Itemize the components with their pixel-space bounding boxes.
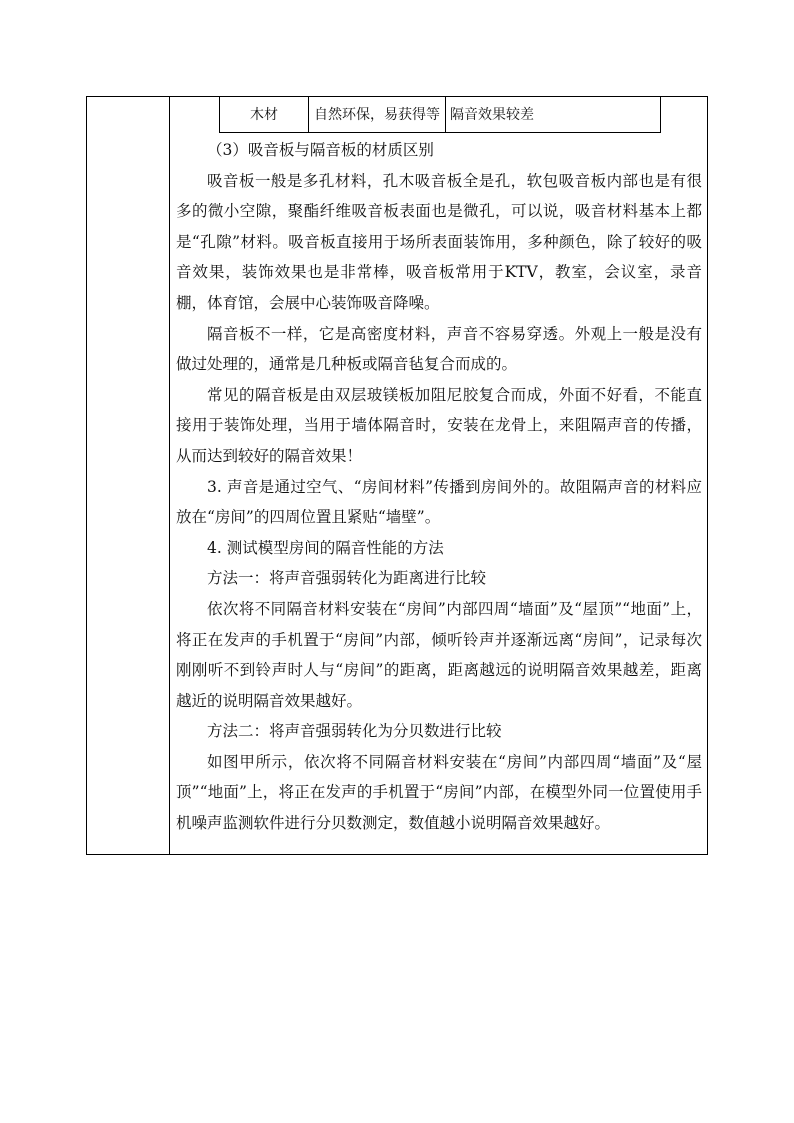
advantage-cell: 自然环保，易获得等 [309, 96, 446, 133]
disadvantage-cell: 隔音效果较差 [446, 96, 661, 133]
paragraph-common-insulation-panel: 常见的隔音板是由双层玻镁板加阻尼胶复合而成，外面不好看，不能直接用于装饰处理，当用于墙体隔音时，安装在龙骨上，来阻隔声音的传播，从而达到较好的隔音效果！ [176, 385, 702, 465]
material-comparison-table [219, 96, 661, 133]
material-cell: 木材 [220, 96, 309, 133]
paragraph-point-4: 4. 测试模型房间的隔音性能的方法 [207, 538, 444, 557]
method-two-title: 方法二：将声音强弱转化为分贝数进行比较 [207, 722, 502, 741]
table-row [220, 96, 661, 133]
content-body [176, 135, 702, 839]
method-two-body: 如图甲所示，依次将不同隔音材料安装在“房间”内部四周“墙面”及“屋顶”“地面”上，将正在发声的手机置于“房间”内部，在模型外同一位置使用手机噪声监测软件进行分贝数测定，数值越小说明隔音效果越好。 [176, 752, 702, 833]
table-column-divider [169, 97, 170, 854]
paragraph-point-3: 3. 声音是通过空气、“房间材料”传播到房间外的。故阻隔声音的材料应放在“房间”的四周位置且紧贴“墙壁”。 [176, 477, 702, 527]
section-heading: （3）吸音板与隔音板的材质区别 [207, 141, 434, 159]
paragraph-absorption-panel: 吸音板一般是多孔材料，孔木吸音板全是孔，软包吸音板内部也是有很多的微小空隙，聚酯纤维吸音板表面也是微孔，可以说，吸音材料基本上都是“孔隙”材料。吸音板直接用于场所表面装饰用，多种颜色，除了较好的吸音效果，装饰效果也是非常棒，吸音板常用于KTV，教室，会议室，录音棚，体育馆，会展中心装饰吸音降噪。 [176, 171, 702, 312]
method-one-title: 方法一：将声音强弱转化为距离进行比较 [207, 569, 487, 588]
method-one-body: 依次将不同隔音材料安装在“房间”内部四周“墙面”及“屋顶”“地面”上，将正在发声的手机置于“房间”内部，倾听铃声并逐渐远离“房间”，记录每次刚刚听不到铃声时人与“房间”的距离，距离越远的说明隔音效果越差，距离越近的说明隔音效果越好。 [176, 599, 702, 710]
paragraph-insulation-panel: 隔音板不一样，它是高密度材料，声音不容易穿透。外观上一般是没有做过处理的，通常是几种板或隔音毡复合而成的。 [176, 324, 702, 374]
